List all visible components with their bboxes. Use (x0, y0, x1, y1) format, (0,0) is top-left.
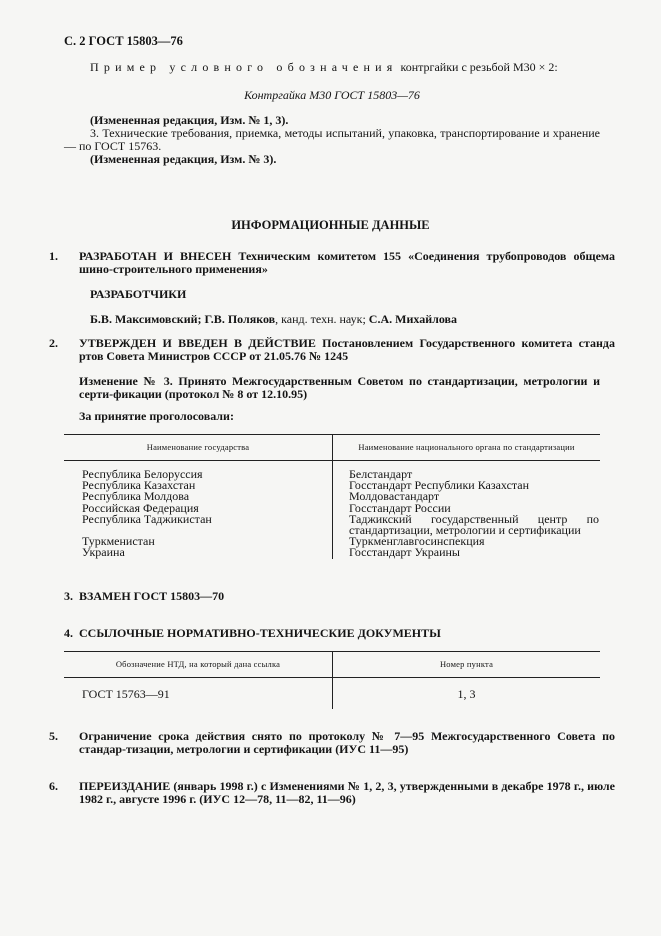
example-lead: Пример условного обозначения (90, 60, 398, 74)
section-6: 6. ПЕРЕИЗДАНИЕ (январь 1998 г.) с Изменениями № 1, 2, 3, утвержденными в декабре 1978 г., июле 1982 г., августе 1996 г. (ИУС 12—78, 11—82, 11—96) (49, 779, 615, 806)
designation-example (90, 61, 600, 74)
states-header-state: Наименование государства (64, 435, 333, 461)
organ-item: Туркменглавгосинспекция (349, 534, 485, 549)
section-2: 2. УТВЕРЖДЕН И ВВЕДЕН В ДЕЙСТВИЕ Постановлением Государственного комитета станда ртов Совета Министров СССР от 21.05.76 № 1245 (49, 336, 615, 363)
ntd-header-designation: Обозначение НТД, на который дана ссылка (64, 652, 333, 678)
state-item: Туркменистан (82, 534, 155, 549)
section-2-text: УТВЕРЖДЕН И ВВЕДЕН В ДЕЙСТВИЕ Постановлением Государственного комитета станда ртов Совета Министров СССР от 21.05.76 № 1245 (79, 336, 615, 363)
page-header: С. 2 ГОСТ 15803—76 (64, 34, 183, 48)
ntd-table (64, 651, 600, 709)
table-row (64, 678, 600, 710)
section-1-text: РАЗРАБОТАН И ВНЕСЕН Техническим комитетом 155 «Соединения трубопроводов общема шино-строительного применения» (79, 249, 615, 276)
ntd-item-cell: 1, 3 (457, 687, 476, 701)
organ-item: Госстандарт России (349, 500, 451, 515)
voted-title: За принятие проголосовали: (79, 409, 234, 423)
item-3-requirements: 3. Технические требования, приемка, методы испытаний, упаковка, транспортирование и хранение — по ГОСТ 15763. (64, 126, 600, 153)
state-item: Украина (82, 545, 125, 560)
amendment-3: Изменение № 3. Принято Межгосударственным Советом по стандартизации, метрологии и серти-фикации (протокол № 8 от 12.10.95) (79, 374, 600, 401)
organ-item-tajik: Таджикский государственный центр по (349, 511, 599, 526)
section-5: 5. Ограничение срока действия снято по протоколу № 7—95 Межгосударственного Совета по стандар-тизации, метрологии и сертификации (ИУС 11—95) (49, 729, 615, 756)
section-1: 1. РАЗРАБОТАН И ВНЕСЕН Техническим комитетом 155 «Соединения трубопроводов общема шино-строительного применения» (49, 249, 615, 276)
states-header-organ: Наименование национального органа по стандартизации (333, 435, 601, 461)
organ-item: Белстандарт (349, 467, 413, 481)
organ-item: Госстандарт Украины (349, 545, 460, 560)
state-item: Российская Федерация (82, 500, 199, 515)
organ-item: Молдовастандарт (349, 489, 440, 504)
section-4: 4. ССЫЛОЧНЫЕ НОРМАТИВНО-ТЕХНИЧЕСКИЕ ДОКУМЕНТЫ (64, 626, 441, 640)
ntd-header-item: Номер пункта (333, 652, 601, 678)
organs-column (333, 461, 601, 559)
section-3: 3. ВЗАМЕН ГОСТ 15803—70 (64, 589, 225, 603)
developers-list: Б.В. Максимовский; Г.В. Поляков, канд. техн. наук; С.А. Михайлова (90, 312, 458, 326)
states-table (64, 434, 600, 559)
state-item: Республика Белоруссия (82, 467, 203, 481)
state-item: Республика Молдова (82, 489, 190, 504)
state-item: Республика Таджикистан (82, 511, 212, 526)
revision-note-2: (Измененная редакция, Изм. № 3). (90, 152, 277, 166)
ntd-designation-cell: ГОСТ 15763—91 (64, 678, 333, 710)
example-rest: контргайки с резьбой М30 × 2: (397, 60, 558, 74)
example-designation: Контргайка М30 ГОСТ 15803—76 (244, 88, 420, 102)
organ-item: Госстандарт Республики Казахстан (349, 478, 530, 493)
organ-item-tajik-cont: стандартизации, метрологии и сертификации (349, 522, 581, 537)
developers-title: РАЗРАБОТЧИКИ (90, 287, 187, 301)
state-item: Республика Казахстан (82, 478, 196, 493)
revision-note-1: (Измененная редакция, Изм. № 1, 3). (90, 113, 289, 127)
states-column (64, 461, 333, 559)
info-data-title: ИНФОРМАЦИОННЫЕ ДАННЫЕ (231, 218, 430, 232)
